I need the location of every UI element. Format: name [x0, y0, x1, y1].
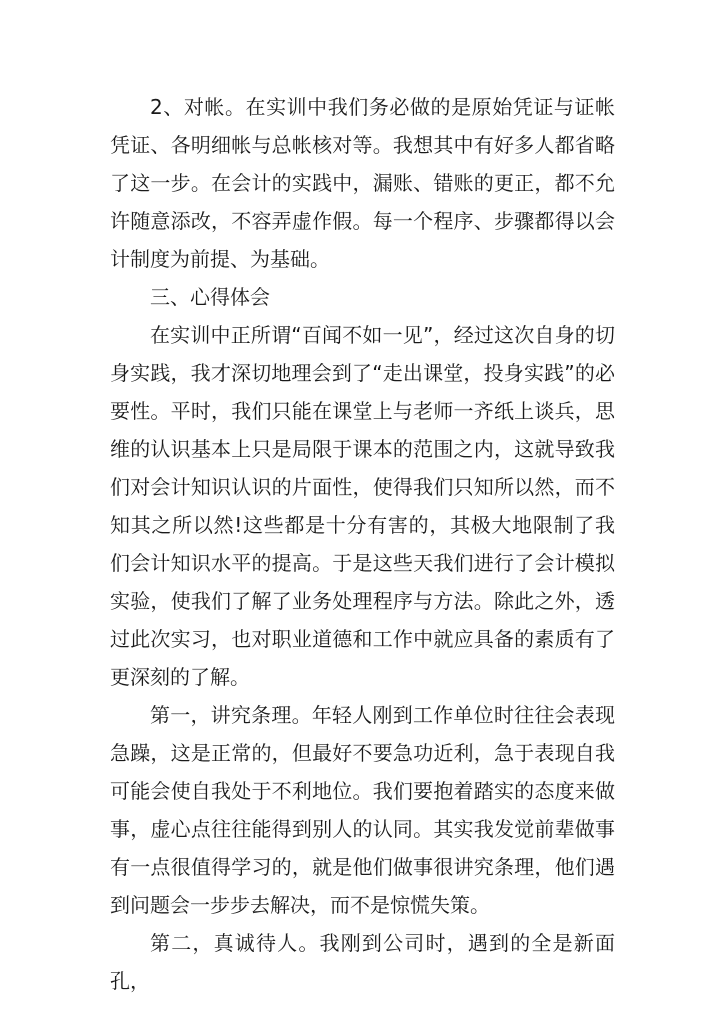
paragraph-reconciliation: 2、对帐。在实训中我们务必做的是原始凭证与证帐凭证、各明细帐与总帐核对等。我想其中有好多人都省略了这一步。在会计的实践中，漏账、错账的更正，都不允许随意添改，不容弄虚作假。每一个程序、步骤都得以会计制度为前提、为基础。 — [110, 95, 615, 271]
paragraph-point-two-sincerity: 第二，真诚待人。我刚到公司时，遇到的全是新面孔， — [110, 931, 615, 993]
section-heading-experience: 三、心得体会 — [150, 285, 270, 309]
document-body — [110, 88, 615, 1000]
paragraph-practice-reflection: 在实训中正所谓“百闻不如一见”，经过这次自身的切身实践，我才深切地理会到了“走出课堂，投身实践”的必要性。平时，我们只能在课堂上与老师一齐纸上谈兵，思维的认识基本上只是局限于课本的范围之内，这就导致我们对会计知识认识的片面性，使得我们只知所以然，而不知其之所以然!这些都是十分有害的，其极大地限制了我们会计知识水平的提高。于是这些天我们进行了会计模拟实验，使我们了解了业务处理程序与方法。除此之外，透过此次实习，也对职业道德和工作中就应具备的素质有了更深刻的了解。 — [110, 323, 615, 689]
paragraph-point-one-orderliness: 第一，讲究条理。年轻人刚到工作单位时往往会表现急躁，这是正常的，但最好不要急功近利，急于表现自我可能会使自我处于不利地位。我们要抱着踏实的态度来做事，虚心点往往能得到别人的认同。其实我发觉前辈做事有一点很值得学习的，就是他们做事很讲究条理，他们遇到问题会一步步去解决，而不是惊慌失策。 — [110, 703, 615, 917]
